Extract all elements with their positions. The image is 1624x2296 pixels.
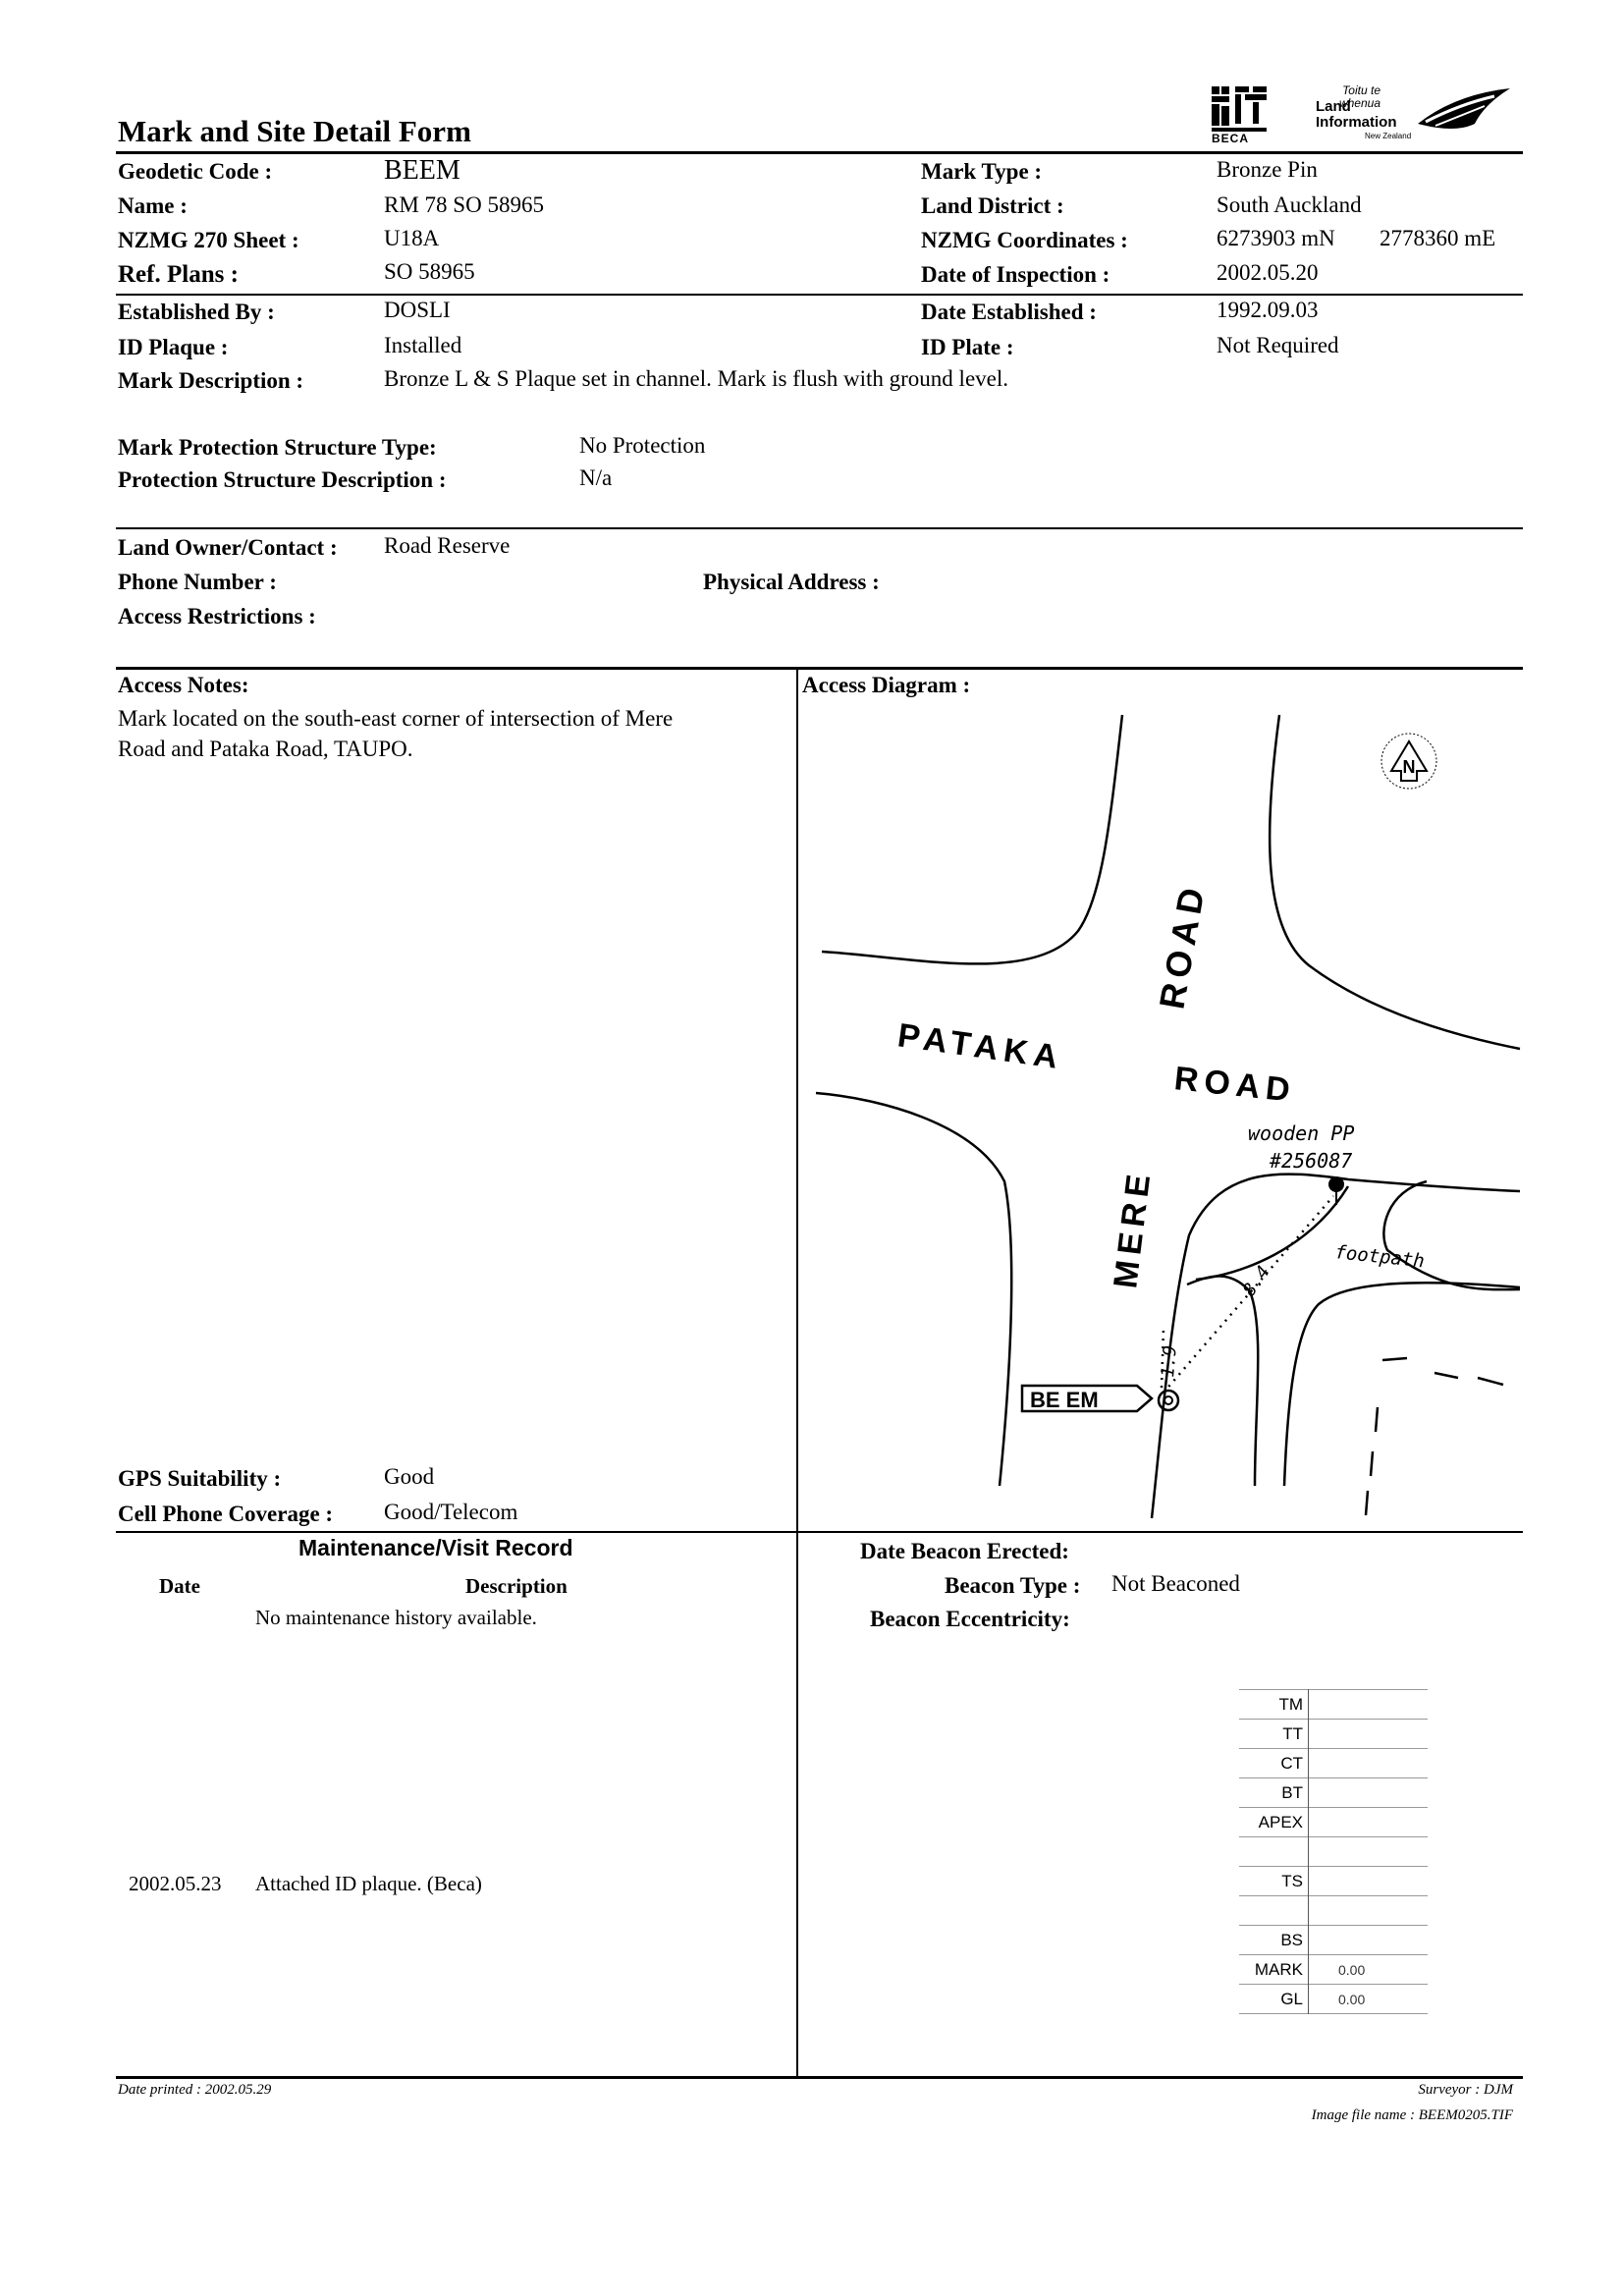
date-established-label: Date Established : (921, 300, 1097, 324)
beacon-row-mark (1239, 1955, 1428, 1985)
road-edge-sw (816, 1093, 1011, 1486)
maintenance-empty-note: No maintenance history available. (255, 1606, 537, 1629)
beacon-key-ts: TS (1239, 1867, 1309, 1896)
footpath-arc (1196, 1186, 1348, 1280)
cell-coverage-value: Good/Telecom (384, 1500, 518, 1524)
ref-plans-value: SO 58965 (384, 259, 475, 284)
pp-number-label: #256087 (1270, 1149, 1353, 1173)
id-plate-label: ID Plate : (921, 335, 1014, 359)
beacon-key-bs: BS (1239, 1926, 1309, 1955)
mark-description-label: Mark Description : (118, 368, 304, 393)
footpath-label: footpath (1333, 1241, 1426, 1273)
ref-plans-label: Ref. Plans : (118, 261, 239, 288)
gps-suitability-label: GPS Suitability : (118, 1466, 282, 1491)
beacon-key-mark: MARK (1239, 1955, 1309, 1985)
protection-desc-label: Protection Structure Description : (118, 467, 447, 492)
beacon-key-bt: BT (1239, 1778, 1309, 1808)
distance-short-label: 1.9 (1158, 1344, 1181, 1379)
distance-long-label: 8.4 (1238, 1262, 1274, 1300)
linz-information-text: Information (1316, 114, 1397, 131)
protection-desc-value: N/a (579, 465, 613, 490)
mark-label-text: BE EM (1030, 1388, 1099, 1412)
nzmg-sheet-value: U18A (384, 226, 440, 250)
id-plaque-value: Installed (384, 333, 462, 357)
linz-swirl-icon (1416, 84, 1514, 143)
date-inspection-value: 2002.05.20 (1217, 260, 1319, 285)
maintenance-entry-date: 2002.05.23 (129, 1872, 222, 1895)
mark-symbol-icon (1159, 1391, 1178, 1410)
maintenance-title: Maintenance/Visit Record (298, 1535, 573, 1560)
beca-logo-text: BECA (1212, 132, 1250, 145)
protection-type-value: No Protection (579, 433, 706, 458)
physical-address-label: Physical Address : (703, 570, 880, 594)
road-edge-se (1152, 1175, 1520, 1518)
section-divider-4 (116, 1531, 1523, 1533)
gps-suitability-value: Good (384, 1464, 435, 1489)
beacon-row-ct (1239, 1749, 1428, 1778)
date-printed: Date printed : 2002.05.29 (118, 2082, 272, 2098)
phone-label: Phone Number : (118, 570, 277, 594)
road-edge-nw (822, 715, 1122, 963)
footpath-edge-island (1383, 1181, 1520, 1289)
beacon-value-mark: 0.00 (1309, 1955, 1429, 1985)
beacon-row-ts (1239, 1867, 1428, 1896)
boundary-dash-2 (1371, 1451, 1373, 1476)
linz-land-text: Land (1316, 98, 1351, 115)
nzmg-coords-north: 6273903 mN (1217, 226, 1335, 250)
access-restrictions-label: Access Restrictions : (118, 604, 316, 629)
pataka-label: PATAKA (894, 1016, 1066, 1077)
beacon-key-ct: CT (1239, 1749, 1309, 1778)
id-plaque-label: ID Plaque : (118, 335, 229, 359)
form-title: Mark and Site Detail Form (118, 114, 471, 148)
date-inspection-label: Date of Inspection : (921, 262, 1110, 287)
beacon-key-tm: TM (1239, 1690, 1309, 1720)
id-plate-value: Not Required (1217, 333, 1339, 357)
wooden-pp-marker-icon (1328, 1176, 1344, 1192)
boundary-dash-4 (1382, 1358, 1407, 1360)
beacon-row-blank-1 (1239, 1837, 1428, 1867)
beacon-value-gl: 0.00 (1309, 1985, 1429, 2014)
beacon-row-apex (1239, 1808, 1428, 1837)
maintenance-col-description: Description (465, 1574, 568, 1598)
land-owner-value: Road Reserve (384, 533, 511, 558)
access-notes-line2: Road and Pataka Road, TAUPO. (118, 737, 413, 761)
boundary-dash-1 (1376, 1407, 1378, 1432)
title-divider (116, 151, 1523, 154)
section-divider-1 (116, 294, 1523, 296)
nzmg-coords-label: NZMG Coordinates : (921, 228, 1128, 252)
cell-coverage-label: Cell Phone Coverage : (118, 1502, 334, 1526)
footpath-edge-corner (1187, 1276, 1258, 1486)
beacon-type-label: Beacon Type : (945, 1573, 1081, 1598)
nzmg-sheet-label: NZMG 270 Sheet : (118, 228, 299, 252)
mark-description-value: Bronze L & S Plaque set in channel. Mark is flush with ground level. (384, 366, 1009, 391)
road-label-horizontal: ROAD (1172, 1060, 1298, 1110)
beacon-date-erected-label: Date Beacon Erected: (860, 1539, 1069, 1563)
geodetic-code-value: BEEM (384, 155, 460, 186)
geodetic-code-label: Geodetic Code : (118, 159, 273, 184)
land-owner-label: Land Owner/Contact : (118, 535, 338, 560)
land-district-value: South Auckland (1217, 192, 1362, 217)
mere-label: MERE (1107, 1167, 1159, 1290)
linz-sub-text: New Zealand (1365, 132, 1412, 140)
beacon-row-bs (1239, 1926, 1428, 1955)
road-label-vertical: ROAD (1151, 879, 1214, 1012)
established-by-value: DOSLI (384, 298, 451, 322)
wooden-pp-label: wooden PP (1248, 1121, 1355, 1145)
beacon-row-blank-2 (1239, 1896, 1428, 1926)
boundary-dash-6 (1478, 1378, 1503, 1385)
north-label: N (1402, 757, 1416, 777)
beacon-dimension-table (1239, 1689, 1428, 2014)
section-divider-3 (116, 667, 1523, 670)
date-established-value: 1992.09.03 (1217, 298, 1319, 322)
surveyor: Surveyor : DJM (1418, 2082, 1513, 2098)
beacon-row-bt (1239, 1778, 1428, 1808)
beacon-row-gl (1239, 1985, 1428, 2014)
linz-maori-text: Toitu te whenua (1338, 83, 1380, 110)
access-notes-label: Access Notes: (118, 673, 249, 697)
boundary-dash-3 (1366, 1491, 1368, 1515)
maintenance-col-date: Date (159, 1574, 200, 1598)
boundary-dash-5 (1435, 1373, 1458, 1378)
name-label: Name : (118, 193, 188, 218)
maintenance-entry-desc: Attached ID plaque. (Beca) (255, 1872, 482, 1895)
image-file-name: Image file name : BEEM0205.TIF (1311, 2107, 1513, 2123)
section-divider-2 (116, 527, 1523, 529)
access-diagram-label: Access Diagram : (802, 673, 971, 697)
protection-type-label: Mark Protection Structure Type: (118, 435, 437, 460)
beacon-key-gl: GL (1239, 1985, 1309, 2014)
access-notes-line1: Mark located on the south-east corner of intersection of Mere (118, 706, 674, 731)
beacon-type-value: Not Beaconed (1111, 1571, 1240, 1596)
beacon-row-tt (1239, 1720, 1428, 1749)
access-diagram (798, 700, 1523, 1530)
name-value: RM 78 SO 58965 (384, 192, 544, 217)
beacon-key-tt: TT (1239, 1720, 1309, 1749)
established-by-label: Established By : (118, 300, 275, 324)
beacon-key-apex: APEX (1239, 1808, 1309, 1837)
land-district-label: Land District : (921, 193, 1064, 218)
mark-type-value: Bronze Pin (1217, 157, 1318, 182)
mark-type-label: Mark Type : (921, 159, 1043, 184)
beacon-eccentricity-label: Beacon Eccentricity: (870, 1607, 1070, 1631)
logo (1210, 84, 1514, 145)
beacon-row-tm (1239, 1690, 1428, 1720)
bottom-divider (116, 2076, 1523, 2079)
footpath-edge-inner (1284, 1283, 1520, 1486)
nzmg-coords-east: 2778360 mE (1380, 226, 1496, 250)
